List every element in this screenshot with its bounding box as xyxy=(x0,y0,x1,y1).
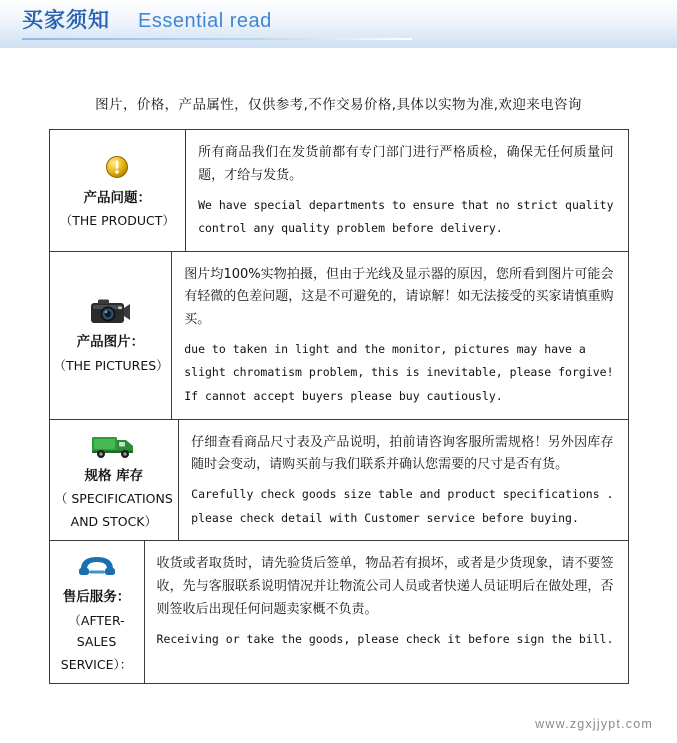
row-content-cell xyxy=(186,130,627,251)
notice-text: 图片，价格，产品属性，仅供参考,不作交易价格,具体以实物为准,欢迎来电咨询 xyxy=(95,97,582,113)
table-row xyxy=(50,420,628,542)
row-title-en-2: SERVICE）： xyxy=(60,657,133,673)
row-body-en-line: Carefully check goods size table and product specifications . xyxy=(191,487,614,502)
header-divider xyxy=(22,38,412,40)
telephone-icon xyxy=(77,549,117,583)
row-label-cell xyxy=(50,420,180,541)
row-body-en xyxy=(191,483,613,530)
exclamation-circle-icon xyxy=(105,150,129,184)
row-body-en xyxy=(198,194,613,241)
row-body-cn: 所有商品我们在发货前都有专门部门进行严格质检，确保无任何质量问题，才给与发货。 xyxy=(198,145,614,183)
truck-icon xyxy=(91,428,137,462)
row-body-en-line: control any quality problem before delivery. xyxy=(198,221,503,236)
row-body-en-line: We have special departments to ensure that no strict quality xyxy=(198,197,614,212)
header-title-cn: 买家须知 xyxy=(22,8,110,32)
page-header xyxy=(0,0,677,49)
row-body-en-line: due to taken in light and the monitor, pictures may have a xyxy=(184,341,586,356)
row-content-cell xyxy=(145,541,628,683)
row-body-cn: 图片均100%实物拍摄，但由于光线及显示器的原因，您所看到图片可能会有轻微的色差问题，这是不可避免的，请谅解！如无法接受的买家请慎重购买。 xyxy=(184,266,614,328)
row-body-en-line: please check detail with Customer service before buying. xyxy=(191,510,579,525)
row-label-cell xyxy=(50,130,187,251)
header-titles xyxy=(22,4,272,34)
row-title-en: （ SPECIFICATIONS xyxy=(54,490,173,506)
row-body-en-line: slight chromatism problem, this is inevitable, please forgive! xyxy=(184,365,614,380)
row-body-cn: 收货或者取货时，请先验货后签单，物品若有损坏，或者是少货现象，请不要签收，先与客服联系说明情况并让物流公司人员或者快递人员证明后在做处理，否则签收后出现任何问题卖家概不负责。 xyxy=(156,556,614,617)
table-row xyxy=(50,252,628,420)
row-label-cell xyxy=(50,252,173,419)
header-title-en: Essential read xyxy=(138,10,272,32)
camera-icon xyxy=(89,294,131,328)
row-body-en xyxy=(157,628,614,652)
row-content-cell xyxy=(172,252,627,419)
row-body-en xyxy=(184,338,613,409)
row-body-en-line: If cannot accept buyers please buy cautiously. xyxy=(184,389,503,403)
row-label-cell xyxy=(50,541,145,683)
row-body-en-line: Receiving or take the goods, please check it before sign the bill. xyxy=(156,631,614,646)
row-title-en: （THE PRODUCT） xyxy=(59,212,175,228)
row-content-cell xyxy=(179,420,627,541)
row-body-cn: 仔细查看商品尺寸表及产品说明，拍前请咨询客服所需规格！另外因库存随时会变动，请购买前与我们联系并确认您需要的尺寸是否有货。 xyxy=(191,434,614,473)
row-title-en-2: AND STOCK） xyxy=(70,514,157,530)
buyer-notice-table xyxy=(49,129,629,684)
row-title-cn: 产品图片： xyxy=(76,334,145,351)
table-row xyxy=(50,541,628,683)
table-row xyxy=(50,130,628,252)
row-title-en: （AFTER-SALES xyxy=(68,612,125,649)
row-title-cn: 售后服务： xyxy=(62,589,131,606)
site-watermark: www.zgxjjypt.com xyxy=(535,717,653,731)
row-title-cn: 规格 库存 xyxy=(84,467,144,484)
row-title-cn: 产品问题： xyxy=(83,189,152,206)
row-title-en: （THE PICTURES） xyxy=(53,357,169,373)
